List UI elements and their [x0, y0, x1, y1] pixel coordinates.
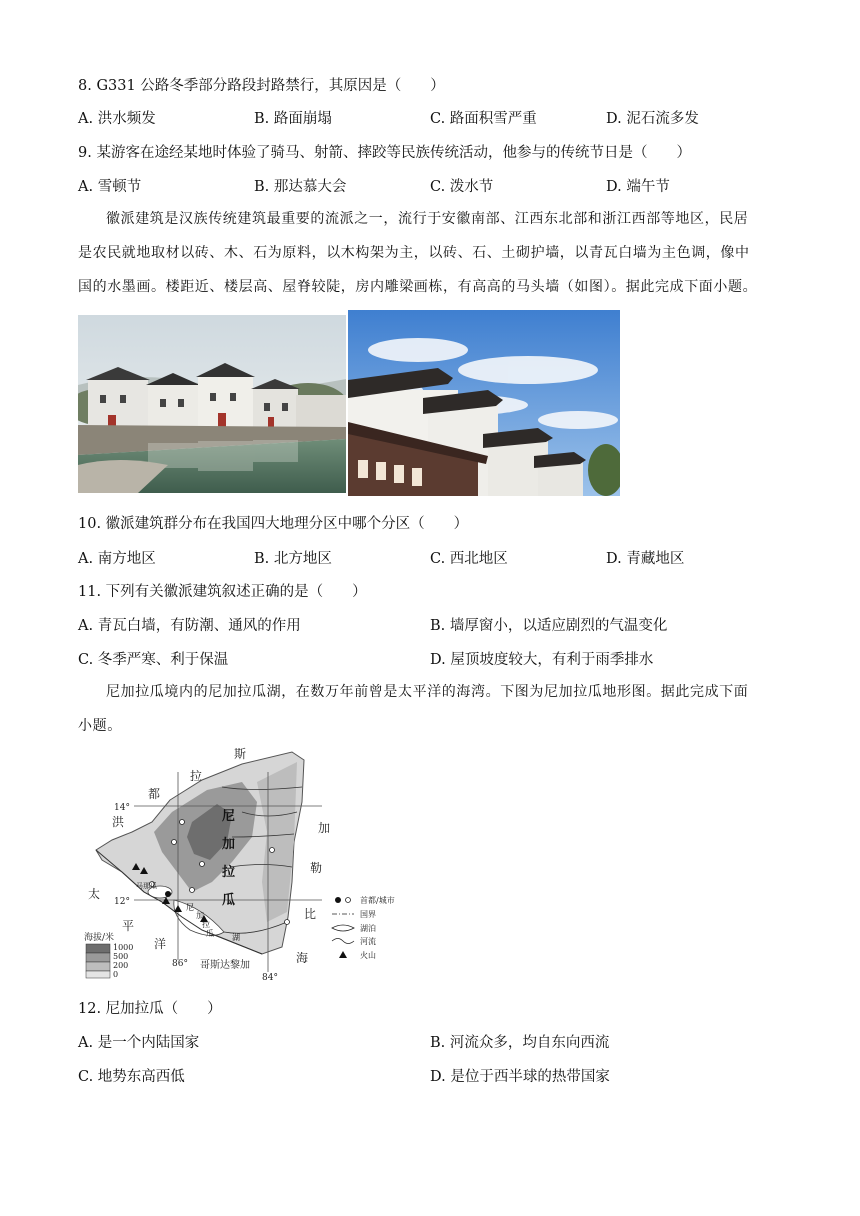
map-lake-char-2: 加: [196, 911, 204, 920]
map-lon-86: 86°: [172, 959, 188, 969]
map-city-managua: 马那瓜: [136, 882, 157, 890]
symbol-legend: [332, 895, 395, 960]
q11-option-d[interactable]: D. 屋顶坡度较大，有利于雨季排水: [430, 652, 654, 668]
city-icon: [346, 898, 351, 903]
elevation-legend: [86, 943, 133, 979]
map-label-hai: 海: [296, 951, 309, 965]
q9-option-b[interactable]: B. 那达慕大会: [254, 179, 347, 195]
map-label-yang: 洋: [154, 937, 167, 951]
map-lake-char-5: 湖: [232, 933, 240, 942]
map-label-tai: 太: [88, 887, 101, 901]
map-country-char-2: 加: [222, 837, 236, 852]
q12-option-a[interactable]: A. 是一个内陆国家: [78, 1035, 200, 1051]
passage-nicaragua-line2: 小题。: [78, 718, 122, 734]
huipai-village-photo: [78, 315, 346, 493]
elevation-level-200: 200: [113, 961, 129, 970]
q10-stem: 10. 徽派建筑群分布在我国四大地理分区中哪个分区（ ）: [78, 516, 469, 532]
q8-option-b[interactable]: B. 路面崩塌: [254, 111, 332, 127]
map-label-jia: 加: [318, 821, 331, 835]
q8-option-d[interactable]: D. 泥石流多发: [606, 111, 699, 127]
map-label-ping: 平: [122, 919, 135, 933]
q8-option-c[interactable]: C. 路面积雪严重: [430, 111, 537, 127]
passage-huipai-line2: 是农民就地取材以砖、木、石为原料，以木构架为主，以砖、石、土砌护墙，以青瓦白墙为主色调，像中: [78, 245, 750, 261]
q11-stem: 11. 下列有关徽派建筑叙述正确的是（ ）: [78, 584, 367, 600]
q9-option-d[interactable]: D. 端午节: [606, 179, 670, 195]
nicaragua-topographic-map: [82, 742, 412, 987]
passage-huipai: [78, 202, 778, 304]
map-country-char-4: 瓜: [222, 893, 236, 908]
map-country-char-3: 拉: [222, 865, 236, 880]
q12-option-d[interactable]: D. 是位于西半球的热带国家: [430, 1069, 610, 1085]
horse-head-wall-photo: [348, 310, 620, 496]
passage-huipai-line1: 徽派建筑是汉族传统建筑最重要的流派之一，流行于安徽南部、江西东北部和浙江西部等地区，民居: [106, 211, 749, 227]
elevation-legend-title: 海拔/米: [84, 933, 115, 943]
map-country-char-1: 尼: [222, 809, 236, 824]
map-label-le: 勒: [310, 861, 323, 875]
map-label-la: 拉: [190, 769, 203, 783]
lake-icon: [332, 925, 354, 931]
legend-volcano: 火山: [360, 951, 376, 960]
elevation-level-0: 0: [113, 970, 119, 979]
legend-lake: 湖泊: [360, 924, 376, 933]
legend-capital-city: 首都/城市: [360, 896, 395, 905]
map-label-bi: 比: [304, 907, 317, 921]
q9-option-a[interactable]: A. 雪顿节: [78, 179, 142, 195]
map-lat-14: 14°: [114, 803, 130, 813]
q8-stem: 8. G331 公路冬季部分路段封路禁行，其原因是（ ）: [78, 78, 445, 94]
map-label-costa-rica: 哥斯达黎加: [200, 960, 250, 971]
q10-option-a[interactable]: A. 南方地区: [78, 551, 156, 567]
river-icon: [332, 939, 354, 944]
q10-option-b[interactable]: B. 北方地区: [254, 551, 332, 567]
q8-option-a[interactable]: A. 洪水频发: [78, 111, 156, 127]
passage-nicaragua: [78, 675, 778, 743]
elevation-level-500: 500: [113, 952, 129, 961]
q12-option-c[interactable]: C. 地势东高西低: [78, 1069, 185, 1085]
map-label-si: 斯: [234, 747, 247, 761]
map-lat-12: 12°: [114, 897, 130, 907]
q12-option-b[interactable]: B. 河流众多，均自东向西流: [430, 1035, 610, 1051]
passage-huipai-line3: 国的水墨画。楼距近、楼层高、屋脊较陡，房内雕梁画栋，有高高的马头墙（如图）。据此完成下面小题。: [78, 279, 758, 295]
elevation-level-1000: 1000: [113, 943, 134, 952]
q10-option-c[interactable]: C. 西北地区: [430, 551, 508, 567]
legend-border: 国界: [360, 910, 376, 919]
q9-option-c[interactable]: C. 泼水节: [430, 179, 494, 195]
capital-icon: [335, 897, 341, 903]
map-lake-char-3: 拉: [202, 920, 210, 929]
map-label-du: 都: [148, 787, 161, 801]
q12-stem: 12. 尼加拉瓜（ ）: [78, 1001, 222, 1017]
passage-nicaragua-line1: 尼加拉瓜境内的尼加拉瓜湖，在数万年前曾是太平洋的海湾。下图为尼加拉瓜地形图。据此完成下面: [106, 684, 749, 700]
map-label-hong: 洪: [112, 815, 125, 829]
map-lake-char-4: 瓜: [206, 929, 214, 938]
volcano-icon: [339, 951, 347, 958]
map-lake-char-1: 尼: [186, 903, 194, 912]
map-lon-84: 84°: [262, 973, 278, 983]
legend-river: 河流: [360, 937, 376, 946]
q9-stem: 9. 某游客在途经某地时体验了骑马、射箭、摔跤等民族传统活动，他参与的传统节日是（ ）: [78, 145, 691, 161]
q11-option-c[interactable]: C. 冬季严寒、利于保温: [78, 652, 229, 668]
q10-option-d[interactable]: D. 青藏地区: [606, 551, 685, 567]
q11-option-b[interactable]: B. 墙厚窗小，以适应剧烈的气温变化: [430, 618, 668, 634]
q11-option-a[interactable]: A. 青瓦白墙，有防潮、通风的作用: [78, 618, 301, 634]
